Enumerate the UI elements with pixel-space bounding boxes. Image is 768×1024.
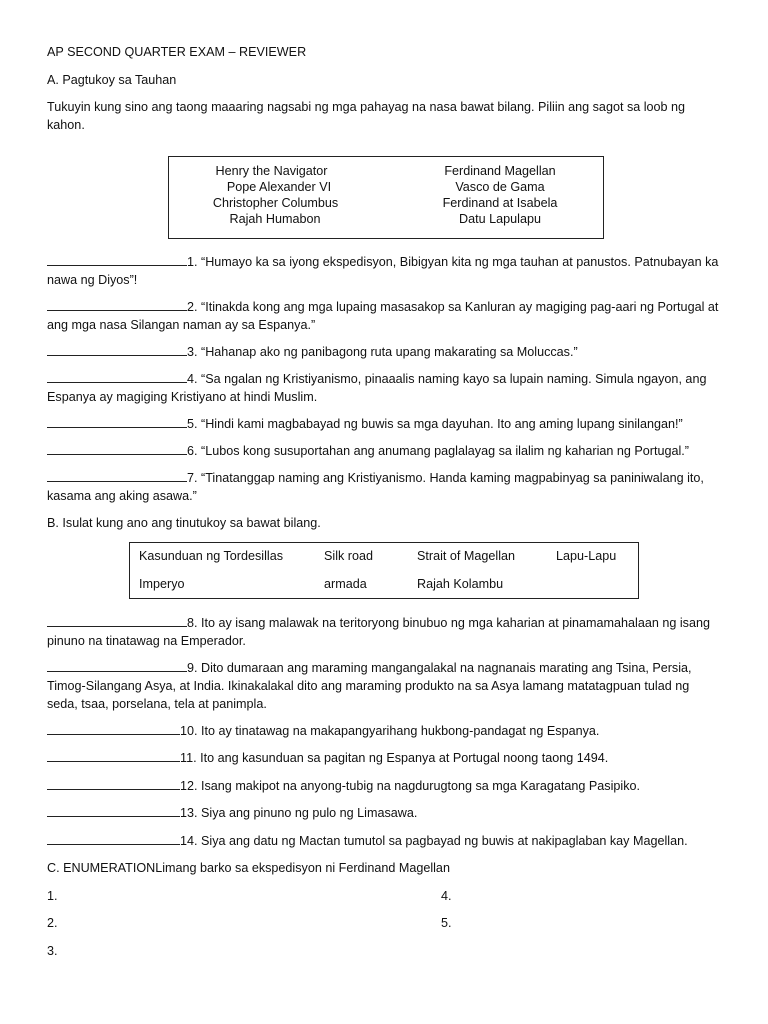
answer-blank[interactable] bbox=[47, 415, 187, 428]
enum-number: 4. bbox=[441, 889, 452, 903]
question-item: 13. Siya ang pinuno ng pulo ng Limasawa. bbox=[47, 804, 719, 822]
answer-blank[interactable] bbox=[47, 832, 180, 845]
answer-blank[interactable] bbox=[47, 298, 187, 311]
question-item: 9. Dito dumaraan ang maraming mangangalakal na nagnanais marating ang Tsina, Persia, Timog-Silangang Asya, at India. Ikinakalakal dito ang maraming produkto na sa Asya lamang matatagpuan tulad ng seda, tsaa, porselana, tela at panimpla. bbox=[47, 661, 692, 711]
choice-item: Strait of Magellan bbox=[417, 549, 516, 563]
question-item: 2. “Itinakda kong ang mga lupaing masasakop sa Kanluran ay magiging pag-aari ng Portugal at ang mga nasa Silangan naman ay sa Espanya.” bbox=[47, 300, 719, 332]
question-item: 4. “Sa ngalan ng Kristiyanismo, pinaaalis naming kayo sa lupain naming. Simula ngayon, ang Espanya ay magiging Kristiyano at hindi Muslim. bbox=[47, 372, 707, 404]
section-c-heading: C. ENUMERATIONLimang barko sa ekspedisyon ni Ferdinand Magellan bbox=[47, 861, 450, 875]
choice-item: Christopher Columbus bbox=[212, 196, 339, 210]
choice-item: Henry the Navigator bbox=[215, 164, 328, 178]
section-a-instructions: Tukuyin kung sino ang taong maaaring nagsabi ng mga pahayag na nasa bawat bilang. Piliin ang sagot sa loob ng kahon. bbox=[47, 100, 686, 132]
enum-number: 5. bbox=[441, 916, 452, 930]
question-item: 7. “Tinatanggap naming ang Kristiyanismo. Handa kaming magpabinyag sa paniniwalang ito, kasama ang aking asawa.” bbox=[47, 471, 704, 503]
choice-item: Rajah Kolambu bbox=[417, 577, 504, 591]
section-a-choice-box bbox=[168, 156, 604, 239]
question-item: 3. “Hahanap ako ng panibagong ruta upang makarating sa Moluccas.” bbox=[47, 343, 719, 361]
page-title: AP SECOND QUARTER EXAM – REVIEWER bbox=[47, 45, 307, 59]
choice-item: Ferdinand at Isabela bbox=[442, 196, 558, 210]
choice-item: Pope Alexander VI bbox=[226, 180, 332, 194]
choice-item: Vasco de Gama bbox=[455, 180, 545, 194]
enum-number: 1. bbox=[47, 889, 58, 903]
answer-blank[interactable] bbox=[47, 749, 180, 762]
section-b-heading: B. Isulat kung ano ang tinutukoy sa bawat bilang. bbox=[47, 516, 321, 530]
answer-blank[interactable] bbox=[47, 253, 187, 266]
choice-item: Kasunduan ng Tordesillas bbox=[139, 549, 283, 563]
question-item: 12. Isang makipot na anyong-tubig na nagdurugtong sa mga Karagatang Pasipiko. bbox=[47, 777, 719, 795]
answer-blank[interactable] bbox=[47, 804, 180, 817]
choice-item: armada bbox=[324, 577, 367, 591]
answer-blank[interactable] bbox=[47, 469, 187, 482]
question-item: 1. “Humayo ka sa iyong ekspedisyon, Bibigyan kita ng mga tauhan at panustos. Patnubayan ka nawa ng Diyos”! bbox=[47, 255, 719, 287]
answer-blank[interactable] bbox=[47, 614, 187, 627]
enum-number: 3. bbox=[47, 944, 58, 958]
question-item: 14. Siya ang datu ng Mactan tumutol sa pagbayad ng buwis at nakipaglaban kay Magellan. bbox=[47, 832, 719, 850]
choice-item: Datu Lapulapu bbox=[459, 212, 541, 226]
section-b-choice-box bbox=[129, 542, 639, 599]
choice-item: Ferdinand Magellan bbox=[444, 164, 556, 178]
enum-number: 2. bbox=[47, 916, 58, 930]
answer-blank[interactable] bbox=[47, 343, 187, 356]
answer-blank[interactable] bbox=[47, 370, 187, 383]
answer-blank[interactable] bbox=[47, 777, 180, 790]
question-item: 11. Ito ang kasunduan sa pagitan ng Espanya at Portugal noong taong 1494. bbox=[47, 749, 719, 767]
choice-item: Imperyo bbox=[139, 577, 185, 591]
answer-blank[interactable] bbox=[47, 442, 187, 455]
choice-item: Silk road bbox=[324, 549, 373, 563]
question-item: 6. “Lubos kong susuportahan ang anumang paglalayag sa ilalim ng kaharian ng Portugal.” bbox=[47, 442, 719, 460]
section-a-heading: A. Pagtukoy sa Tauhan bbox=[47, 73, 177, 87]
question-item: 5. “Hindi kami magbabayad ng buwis sa mga dayuhan. Ito ang aming lupang sinilangan!” bbox=[47, 415, 719, 433]
question-item: 10. Ito ay tinatawag na makapangyarihang hukbong-pandagat ng Espanya. bbox=[47, 722, 719, 740]
question-item: 8. Ito ay isang malawak na teritoryong binubuo ng mga kaharian at pinamamahalaan ng isang pinuno na tinatawag na Emperador. bbox=[47, 616, 710, 648]
answer-blank[interactable] bbox=[47, 722, 180, 735]
choice-item: Lapu-Lapu bbox=[556, 549, 617, 563]
answer-blank[interactable] bbox=[47, 659, 187, 672]
choice-item: Rajah Humabon bbox=[229, 212, 321, 226]
